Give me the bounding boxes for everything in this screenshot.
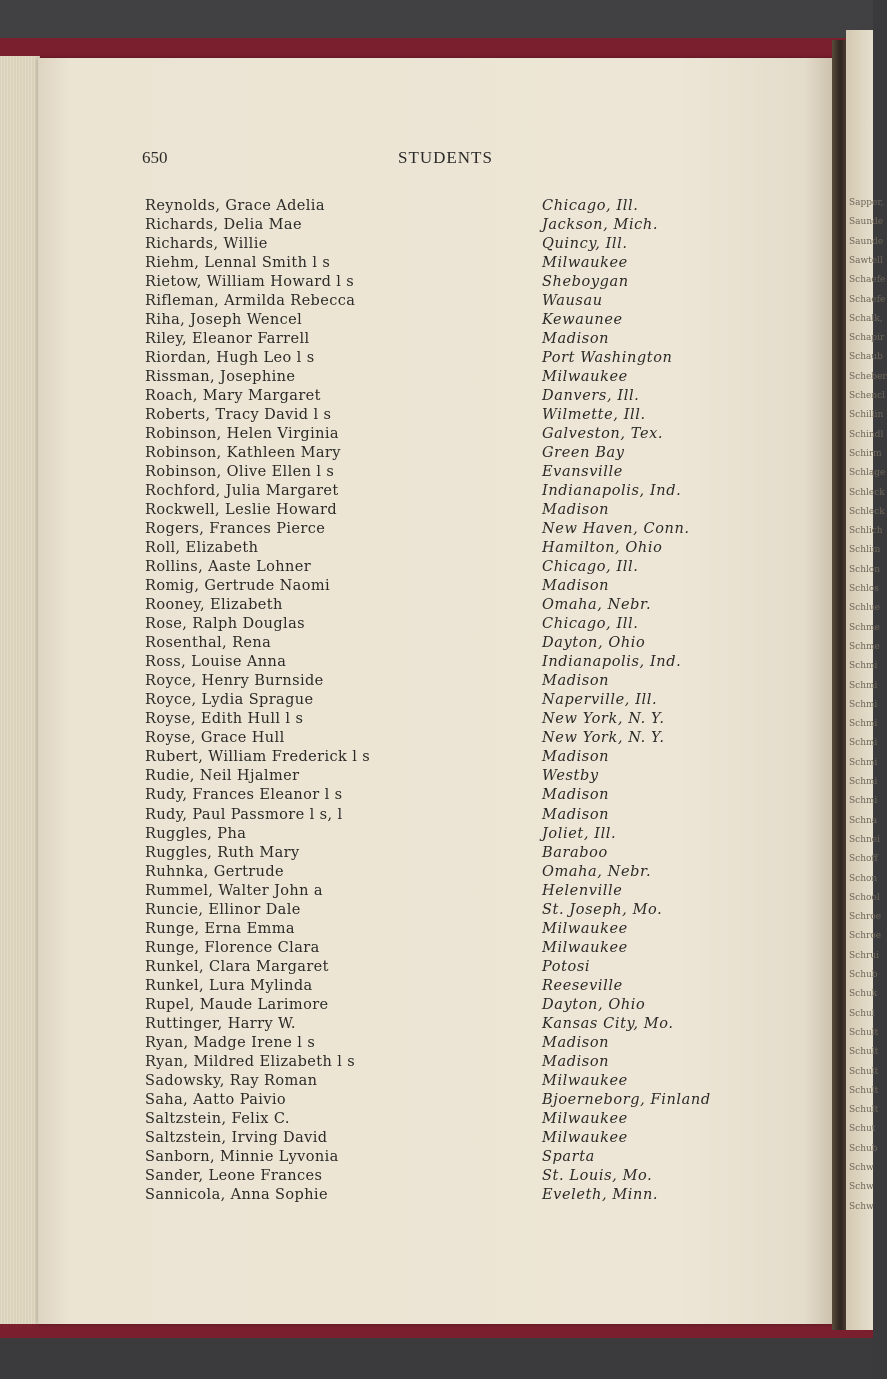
student-hometown: Milwaukee [542,1129,628,1146]
student-name: Rudie, Neil Hjalmer [145,768,300,785]
student-hometown: Baraboo [542,844,608,861]
adjacent-page-fragment: Sawtell [849,255,883,266]
roster-row [145,653,735,672]
student-name: Ross, Louise Anna [145,654,287,671]
adjacent-page-fragment: Schna [849,815,878,826]
student-name: Runcie, Ellinor Dale [145,901,301,918]
adjacent-page-fragment: Schmi [849,680,878,691]
student-hometown: Potosi [542,958,591,975]
roster-row [145,1072,735,1091]
student-name: Riehm, Lennal Smith l s [145,255,331,272]
adjacent-page-fragment: Schw [849,1163,874,1173]
student-name: Sannicola, Anna Sophie [145,1186,328,1203]
student-name: Ryan, Mildred Elizabeth l s [145,1053,356,1070]
student-name: Saltzstein, Irving David [145,1129,328,1146]
student-hometown: Dayton, Ohio [542,635,646,652]
student-name: Ruggles, Ruth Mary [145,844,300,861]
adjacent-page-fragment: Schlue [849,603,881,614]
student-name: Robinson, Helen Virginia [145,426,339,443]
student-name: Rochford, Julia Margaret [145,483,339,500]
student-hometown: Milwaukee [542,1110,628,1127]
student-name: Rooney, Elizabeth [145,597,283,614]
student-name: Sander, Leone Frances [145,1167,323,1184]
adjacent-page-fragment: Schencl [849,391,886,401]
student-hometown: Naperville, Ill. [542,692,658,709]
roster-row [145,1034,735,1053]
roster-row [145,977,735,996]
adjacent-page-fragment: Schult [849,1027,879,1038]
student-roster [145,197,735,1205]
student-hometown: St. Louis, Mo. [542,1167,653,1184]
adjacent-page-fragment: Schw [849,1201,874,1212]
student-name: Riha, Joseph Wencel [145,312,303,329]
student-name: Runge, Florence Clara [145,939,320,956]
student-name: Ruggles, Pha [145,825,247,842]
adjacent-page-fragment: Schult [849,1047,879,1058]
roster-row [145,1053,735,1072]
student-hometown: Danvers, Ill. [542,388,640,405]
roster-row [145,197,735,216]
student-name: Rietow, William Howard l s [145,274,355,291]
adjacent-page-fragment: Schub [849,970,878,980]
student-hometown: Milwaukee [542,920,628,937]
student-name: Richards, Delia Mae [145,217,302,234]
adjacent-page-fragment: Schnei [849,834,881,845]
adjacent-page-fragment: Schalk, [849,313,883,324]
student-name: Roberts, Tracy David l s [145,407,332,424]
roster-row [145,235,735,254]
roster-row [145,1167,735,1186]
adjacent-page-fragment: Schult [849,1085,879,1096]
student-name: Sadowsky, Ray Roman [145,1072,318,1089]
adjacent-page-fragment: Schlos [849,584,879,594]
student-hometown: Milwaukee [542,369,628,386]
student-name: Ruhnka, Gertrude [145,863,285,880]
student-hometown: New York, N. Y. [542,730,665,747]
student-hometown: New York, N. Y. [542,711,665,728]
student-hometown: Hamilton, Ohio [542,540,663,557]
student-name: Reynolds, Grace Adelia [145,198,325,214]
adjacent-page-fragment: Schmi [849,661,878,672]
adjacent-page-fragment: Schme [849,622,880,633]
student-hometown: Indianapolis, Ind. [542,483,682,500]
adjacent-page-fragment: Saunde [849,217,884,228]
roster-row [145,672,735,691]
roster-row [145,1091,735,1110]
roster-row [145,901,735,920]
student-name: Saltzstein, Felix C. [145,1110,290,1127]
adjacent-page-fragment: Schult [849,1105,879,1116]
roster-row [145,939,735,958]
roster-row [145,1110,735,1129]
adjacent-page-fragment: Schillin [849,410,884,421]
student-name: Riordan, Hugh Leo l s [145,350,315,367]
student-name: Rudy, Paul Passmore l s, l [145,806,343,823]
adjacent-page-fragment: Schlich [849,526,883,537]
student-hometown: Bjoerneborg, Finland [542,1091,711,1108]
roster-row [145,558,735,577]
roster-row [145,311,735,330]
roster-row [145,482,735,501]
student-name: Rose, Ralph Douglas [145,616,305,633]
roster-row [145,368,735,387]
student-name: Rockwell, Leslie Howard [145,502,338,519]
roster-row [145,1186,735,1205]
roster-row [145,425,735,444]
student-hometown: Port Washington [542,350,673,367]
book-gutter [832,40,846,1330]
student-name: Rubert, William Frederick l s [145,749,371,766]
adjacent-page-fragment: Schuk [849,989,878,1000]
running-head-title: STUDENTS [398,148,493,167]
student-name: Rupel, Maude Larimore [145,996,329,1013]
student-hometown: Green Bay [542,445,625,462]
student-name: Rifleman, Armilda Rebecca [145,293,356,310]
student-hometown: Dayton, Ohio [542,996,646,1013]
roster-row [145,254,735,273]
student-hometown: Madison [542,673,610,690]
adjacent-page-fragment: Schlage [849,468,886,479]
student-hometown: Evansville [542,464,623,481]
adjacent-page-fragment: Sapper, [849,198,884,208]
adjacent-page-fragment: Schaefe [849,275,886,286]
adjacent-page-fragment: Schub [849,1143,878,1154]
student-name: Rummel, Walter John a [145,882,323,899]
adjacent-page-fragment: Schindl [849,429,884,440]
student-name: Riley, Eleanor Farrell [145,331,310,348]
student-name: Royce, Henry Burnside [145,673,324,690]
roster-row [145,958,735,977]
roster-row [145,444,735,463]
adjacent-page-fragment: Schmi [849,699,878,710]
student-hometown: Eveleth, Minn. [542,1186,659,1203]
student-hometown: Madison [542,502,610,519]
student-name: Rollins, Aaste Lohner [145,559,312,576]
student-hometown: Reeseville [542,977,623,994]
adjacent-page-fragment: Schleck [849,506,885,517]
student-hometown: Madison [542,787,610,804]
student-name: Runkel, Clara Margaret [145,958,329,975]
adjacent-page-fragment: Schoff [849,854,878,865]
roster-row [145,748,735,767]
student-name: Richards, Willie [145,236,268,253]
student-name: Rissman, Josephine [145,369,296,386]
student-hometown: Joliet, Ill. [542,825,617,842]
roster-row [145,349,735,368]
roster-row [145,1015,735,1034]
roster-row [145,844,735,863]
roster-row [145,292,735,311]
adjacent-page-fragment: Saunde [849,236,884,247]
student-hometown: Galveston, Tex. [542,426,664,443]
student-hometown: Sheboygan [542,274,629,291]
adjacent-page-fragment: Schmi [849,738,878,749]
roster-row [145,1148,735,1167]
student-name: Runkel, Lura Mylinda [145,977,313,994]
student-hometown: Quincy, Ill. [542,236,628,253]
student-hometown: Wilmette, Ill. [542,407,646,424]
adjacent-page-fragment: Schaub [849,352,883,363]
roster-row [145,577,735,596]
student-name: Runge, Erna Emma [145,920,295,937]
adjacent-page-fragment: Schapir [849,333,885,344]
adjacent-page-fragment: Schut [849,1124,876,1135]
student-hometown: Helenville [542,882,623,899]
student-hometown: Madison [542,806,610,823]
student-hometown: Omaha, Nebr. [542,863,652,880]
roster-row [145,863,735,882]
student-name: Sanborn, Minnie Lyvonia [145,1148,339,1165]
adjacent-page-fragment: Schirm [849,448,882,459]
student-hometown: Wausau [542,293,603,310]
student-hometown: Chicago, Ill. [542,616,639,633]
adjacent-page-fragment: Schmi [849,757,878,768]
roster-row [145,330,735,349]
student-name: Rosenthal, Rena [145,635,272,652]
roster-row [145,882,735,901]
adjacent-page-fragment: Schlim [849,545,881,556]
adjacent-page-fragment: Schroe [849,931,882,942]
roster-row [145,596,735,615]
student-name: Roll, Elizabeth [145,540,259,557]
student-hometown: St. Joseph, Mo. [542,901,663,918]
roster-row [145,767,735,786]
adjacent-page-fragment: Schrui [849,950,879,961]
student-hometown: Madison [542,749,610,766]
roster-row [145,539,735,558]
student-name: Robinson, Kathleen Mary [145,445,341,462]
roster-row [145,634,735,653]
student-name: Royse, Grace Hull [145,730,285,747]
roster-row [145,729,735,748]
adjacent-page-fragment: Schlon [849,564,881,575]
roster-row [145,825,735,844]
adjacent-page-fragment: Schul [849,1008,875,1019]
student-hometown: Madison [542,1034,610,1051]
student-name: Royse, Edith Hull l s [145,711,304,728]
adjacent-page-fragment: Schw [849,1182,874,1193]
adjacent-page-edge [846,30,887,1330]
student-hometown: Westby [542,768,599,785]
student-name: Rogers, Frances Pierce [145,521,326,538]
student-hometown: Madison [542,578,610,595]
adjacent-page-fragment: Schult [849,1066,879,1077]
page-block-edge [0,56,40,1324]
page-number: 650 [142,148,168,167]
roster-row [145,615,735,634]
roster-row [145,710,735,729]
student-hometown: Indianapolis, Ind. [542,654,682,671]
student-name: Royce, Lydia Sprague [145,692,314,709]
student-name: Saha, Aatto Paivio [145,1091,287,1108]
roster-row [145,806,735,825]
adjacent-page-fragment: Schmi [849,777,878,787]
student-hometown: Chicago, Ill. [542,559,639,576]
roster-row [145,273,735,292]
roster-row [145,501,735,520]
student-name: Roach, Mary Margaret [145,388,321,405]
student-name: Ruttinger, Harry W. [145,1015,296,1032]
student-hometown: Madison [542,331,610,348]
student-name: Romig, Gertrude Naomi [145,578,331,595]
student-hometown: Milwaukee [542,255,628,272]
roster-row [145,786,735,805]
adjacent-page-fragment: Schme [849,641,880,652]
student-hometown: Omaha, Nebr. [542,597,652,614]
roster-row [145,406,735,425]
roster-row [145,1129,735,1148]
adjacent-page-fragment: Schaefe [849,294,886,305]
student-hometown: Sparta [542,1148,595,1165]
student-hometown: Madison [542,1053,610,1070]
roster-row [145,463,735,482]
student-name: Ryan, Madge Irene l s [145,1034,316,1051]
adjacent-page-fragment: Schroe [849,912,882,923]
roster-row [145,691,735,710]
roster-row [145,920,735,939]
roster-row [145,996,735,1015]
student-name: Robinson, Olive Ellen l s [145,464,335,481]
student-hometown: Milwaukee [542,939,628,956]
roster-row [145,387,735,406]
student-name: Rudy, Frances Eleanor l s [145,787,343,804]
student-hometown: Milwaukee [542,1072,628,1089]
student-hometown: Kewaunee [542,312,623,329]
adjacent-page-fragment: Schmi [849,719,878,730]
student-hometown: Jackson, Mich. [542,217,659,234]
adjacent-page-fragment: Schon [849,873,878,884]
roster-row [145,216,735,235]
student-hometown: New Haven, Conn. [542,521,690,538]
adjacent-page-fragment: Schmi [849,796,878,807]
adjacent-page-fragment: School [849,892,880,903]
student-hometown: Kansas City, Mo. [542,1015,674,1032]
student-hometown: Chicago, Ill. [542,198,639,214]
roster-row [145,520,735,539]
adjacent-page-fragment: Schleck [849,487,885,498]
adjacent-page-fragment: Scheber [849,371,887,382]
